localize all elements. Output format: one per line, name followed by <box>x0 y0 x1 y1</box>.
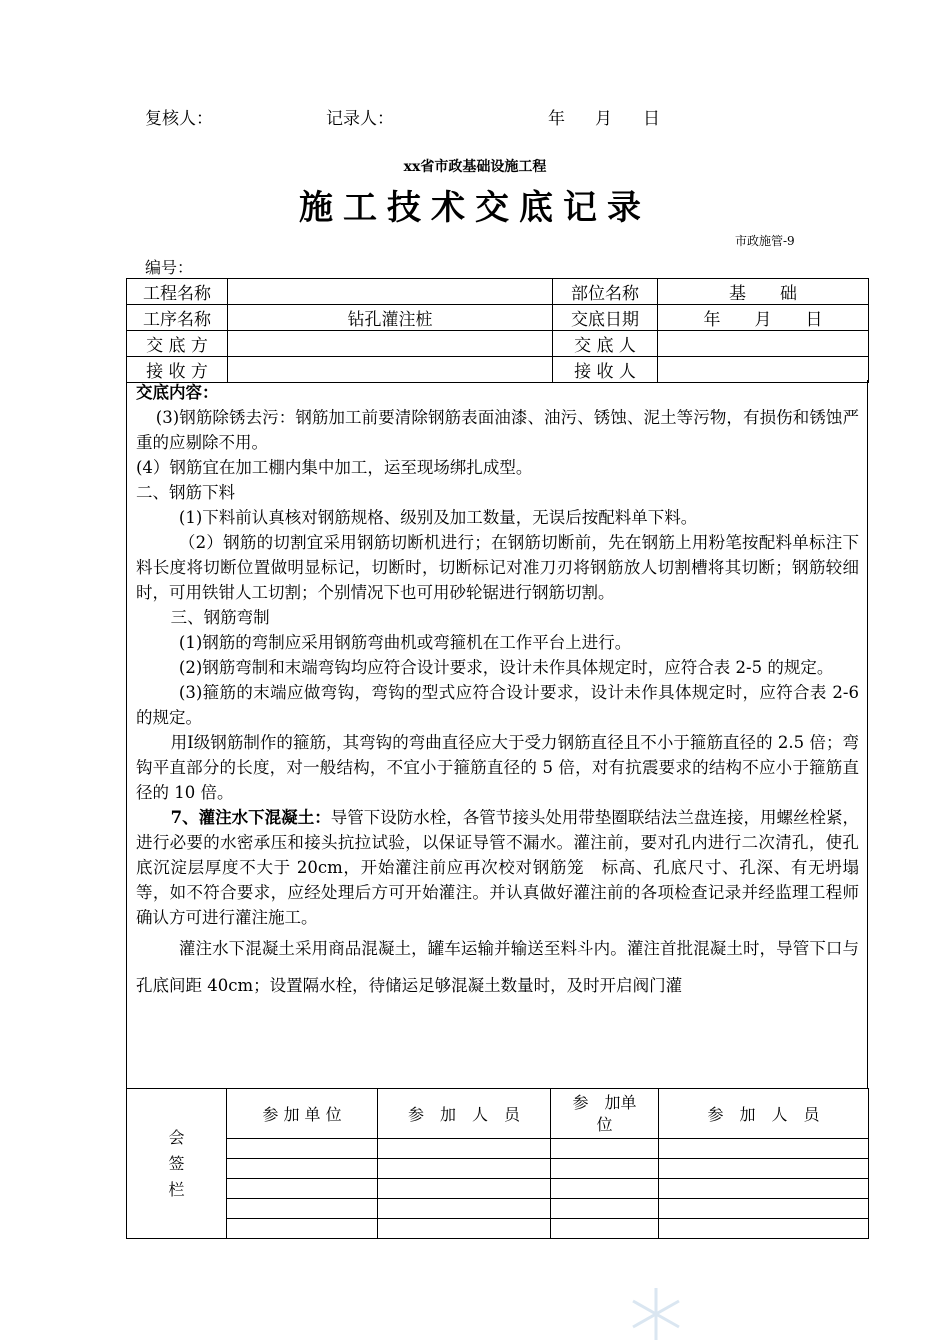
receiver-label: 接 收 方 <box>127 357 228 383</box>
sign-col-unit-2-text: 参 加单 位 <box>572 1092 653 1134</box>
content-paragraph <box>127 805 867 930</box>
sign-cell[interactable] <box>551 1159 659 1179</box>
sign-cell[interactable] <box>551 1139 659 1159</box>
document-subtitle: xx省市政基础设施工程 <box>403 159 547 175</box>
receiver-person-label: 接 收 人 <box>553 357 658 383</box>
table-row <box>127 1199 869 1219</box>
sign-cell[interactable] <box>378 1199 551 1219</box>
sign-col-unit-2 <box>551 1089 659 1139</box>
process-name-value[interactable]: 钻孔灌注桩 <box>228 305 553 331</box>
recorder-label: 记录人： <box>326 109 394 129</box>
sign-cell[interactable] <box>378 1219 551 1239</box>
date-value[interactable]: 年 月 日 <box>658 305 869 331</box>
reviewer-label: 复核人： <box>145 109 213 129</box>
sign-cell[interactable] <box>227 1179 378 1199</box>
project-name-value[interactable] <box>228 279 553 305</box>
date-label: 交底日期 <box>553 305 658 331</box>
content-paragraph: (3)钢筋除锈去污：钢筋加工前要清除钢筋表面油漆、油污、锈蚀、泥土等污物，有损伤和锈蚀严重的应剔除不用。 <box>136 408 859 452</box>
snowflake-watermark-icon <box>626 1284 686 1344</box>
disclosure-content <box>126 380 868 1088</box>
process-name-label: 工序名称 <box>127 305 228 331</box>
countersign-label-text: 会签栏 <box>168 1127 185 1199</box>
form-code: 市政施管-9 <box>735 234 795 248</box>
table-row <box>127 357 869 383</box>
sign-cell[interactable] <box>378 1159 551 1179</box>
part-name-label: 部位名称 <box>553 279 658 305</box>
content-paragraph: (3)箍筋的末端应做弯钩，弯钩的型式应符合设计要求，设计未作具体规定时，应符合表 2-6 的规定。 <box>136 683 859 727</box>
sign-cell[interactable] <box>227 1159 378 1179</box>
sign-col-persons-2: 参 加 人 员 <box>659 1089 869 1139</box>
content-paragraph: 灌注水下混凝土采用商品混凝土，罐车运输并输送至料斗内。灌注首批混凝土时，导管下口与孔底间距 40cm；设置隔水栓，待储运足够混凝土数量时，及时开启阀门灌 <box>136 939 859 995</box>
content-paragraph: (4）钢筋宜在加工棚内集中加工，运至现场绑扎成型。 <box>136 458 533 477</box>
content-paragraph: 用Ⅰ级钢筋制作的箍筋，其弯钩的弯曲直径应大于受力钢筋直径且不小于箍筋直径的 2.5 倍；弯钩平直部分的长度，对一般结构，不宜小于箍筋直径的 5 倍，对有抗震要求的结构不应小于箍筋直径的 10 倍。 <box>136 733 859 802</box>
sign-cell[interactable] <box>378 1139 551 1159</box>
content-paragraph: (1)钢筋的弯制应采用钢筋弯曲机或弯箍机在工作平台上进行。 <box>178 633 632 652</box>
table-row <box>127 1089 869 1139</box>
signature-table <box>126 1088 869 1239</box>
table-row <box>127 279 869 305</box>
content-paragraph: (1)下料前认真核对钢筋规格、级别及加工数量，无误后按配料单下料。 <box>178 508 698 527</box>
content-section-heading: 三、钢筋弯制 <box>170 608 270 627</box>
content-bold-heading: 7、灌注水下混凝土： <box>170 808 331 827</box>
sign-cell[interactable] <box>227 1199 378 1219</box>
table-row <box>127 1139 869 1159</box>
issuer-label: 交 底 方 <box>127 331 228 357</box>
content-section-heading: 二、钢筋下料 <box>136 483 235 502</box>
document-title: 施工技术交底记录 <box>299 188 651 228</box>
serial-number-label: 编号： <box>145 258 194 277</box>
year-label: 年 <box>548 109 565 129</box>
sign-cell[interactable] <box>551 1199 659 1219</box>
table-row <box>127 1219 869 1239</box>
issuer-value[interactable] <box>228 331 553 357</box>
project-name-label: 工程名称 <box>127 279 228 305</box>
table-row <box>127 1159 869 1179</box>
content-heading: 交底内容： <box>136 383 219 402</box>
part-name-value[interactable]: 基 础 <box>658 279 869 305</box>
sign-cell[interactable] <box>659 1199 869 1219</box>
countersign-label <box>127 1089 227 1239</box>
sign-cell[interactable] <box>659 1219 869 1239</box>
sign-cell[interactable] <box>551 1179 659 1199</box>
sign-cell[interactable] <box>227 1219 378 1239</box>
table-row <box>127 1179 869 1199</box>
day-label: 日 <box>643 109 660 129</box>
sign-col-persons: 参 加 人 员 <box>378 1089 551 1139</box>
table-row <box>127 305 869 331</box>
issuer-person-value[interactable] <box>658 331 869 357</box>
sign-cell[interactable] <box>551 1219 659 1239</box>
info-table <box>126 278 869 383</box>
sign-cell[interactable] <box>659 1159 869 1179</box>
sign-cell[interactable] <box>659 1179 869 1199</box>
sign-col-unit: 参 加 单 位 <box>227 1089 378 1139</box>
content-paragraph: （2）钢筋的切割宜采用钢筋切断机进行；在钢筋切断前，先在钢筋上用粉笔按配料单标注下料长度将切断位置做明显标记，切断时，切断标记对准刀刃将钢筋放人切割槽将其切断；钢筋较细时，可用铁钳人工切割；个别情况下也可用砂轮锯进行钢筋切割。 <box>136 533 859 602</box>
sign-cell[interactable] <box>227 1139 378 1159</box>
content-paragraph: (2)钢筋弯制和末端弯钩均应符合设计要求，设计未作具体规定时，应符合表 2-5 的规定。 <box>178 658 834 677</box>
receiver-value[interactable] <box>228 357 553 383</box>
sign-cell[interactable] <box>659 1139 869 1159</box>
content-paragraph-text: 导管下设防水栓，各管节接头处用带垫圈联结法兰盘连接，用螺丝栓紧，进行必要的水密承压和接头抗拉试验，以保证导管不漏水。灌注前，要对孔内进行二次清孔，使孔底沉淀层厚度不大于 20cm，开始灌注前应再次校对钢筋笼 标高、孔底尺寸、孔深、有无坍塌等，如不符合要求，应经处理后方可开始灌注。并认真做好灌注前的各项检查记录并经监理工程师确认方可进行灌注施工。 <box>136 808 860 927</box>
receiver-person-value[interactable] <box>658 357 869 383</box>
month-label: 月 <box>595 109 612 129</box>
issuer-person-label: 交 底 人 <box>553 331 658 357</box>
sign-cell[interactable] <box>378 1179 551 1199</box>
table-row <box>127 331 869 357</box>
